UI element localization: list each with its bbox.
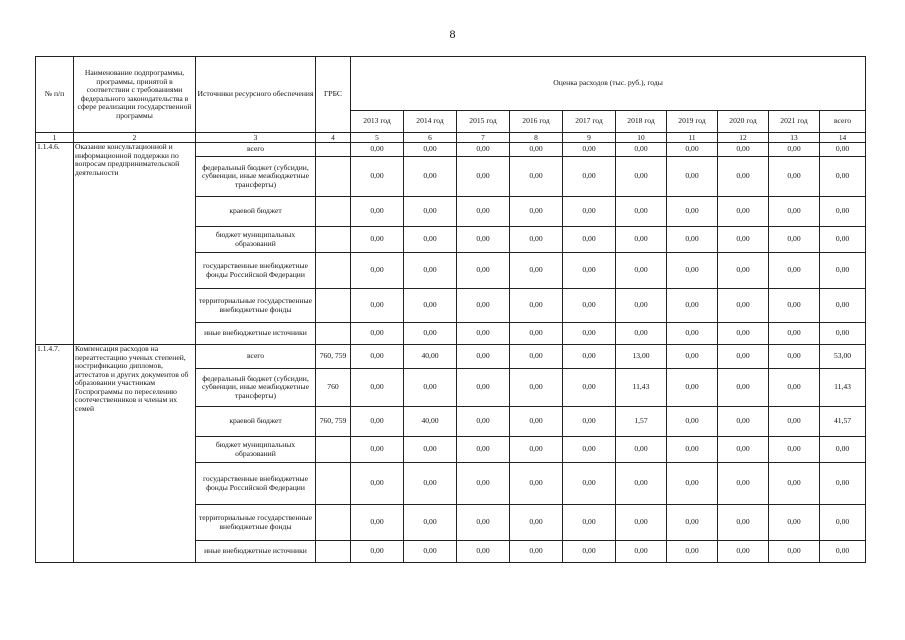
value-cell: 0,00: [616, 227, 667, 253]
value-cell: 0,00: [820, 157, 866, 197]
value-cell: 0,00: [510, 407, 563, 437]
header-year: 2021 год: [769, 111, 820, 133]
value-cell: 0,00: [667, 323, 718, 345]
value-cell: 0,00: [510, 227, 563, 253]
value-cell: 0,00: [718, 253, 769, 289]
value-cell: 0,00: [769, 407, 820, 437]
value-cell: 0,00: [510, 253, 563, 289]
funding-source: всего: [196, 345, 316, 369]
value-cell: 0,00: [820, 197, 866, 227]
value-cell: 0,00: [351, 227, 404, 253]
value-cell: 0,00: [616, 437, 667, 463]
funding-source: краевой бюджет: [196, 197, 316, 227]
value-cell: 0,00: [563, 407, 616, 437]
column-number: 2: [74, 133, 196, 143]
value-cell: 0,00: [769, 369, 820, 407]
column-number: 3: [196, 133, 316, 143]
value-cell: 0,00: [718, 289, 769, 323]
value-cell: 0,00: [351, 463, 404, 505]
funding-source: федеральный бюджет (субсидии, субвенции, иные межбюджетные трансферты): [196, 157, 316, 197]
value-cell: 0,00: [404, 143, 457, 157]
value-cell: 0,00: [769, 197, 820, 227]
value-cell: 0,00: [769, 437, 820, 463]
value-cell: 0,00: [457, 437, 510, 463]
header-year: 2013 год: [351, 111, 404, 133]
value-cell: 0,00: [457, 143, 510, 157]
header-grbs: ГРБС: [316, 57, 351, 133]
value-cell: 0,00: [667, 157, 718, 197]
value-cell: 0,00: [616, 323, 667, 345]
grbs-code: 760: [316, 369, 351, 407]
column-number: 14: [820, 133, 866, 143]
value-cell: 0,00: [404, 323, 457, 345]
value-cell: 0,00: [351, 407, 404, 437]
value-cell: 0,00: [404, 369, 457, 407]
budget-table: [35, 56, 866, 563]
section-index: 1.1.4.7.: [36, 345, 74, 563]
grbs-code: 760, 759: [316, 407, 351, 437]
value-cell: 0,00: [457, 345, 510, 369]
value-cell: 40,00: [404, 407, 457, 437]
funding-source: государственные внебюджетные фонды Российской Федерации: [196, 463, 316, 505]
value-cell: 0,00: [510, 143, 563, 157]
value-cell: 0,00: [718, 197, 769, 227]
value-cell: 0,00: [718, 157, 769, 197]
value-cell: 0,00: [351, 345, 404, 369]
value-cell: 0,00: [404, 157, 457, 197]
column-number: 7: [457, 133, 510, 143]
value-cell: 0,00: [667, 227, 718, 253]
table-row: [36, 143, 866, 157]
value-cell: 0,00: [820, 463, 866, 505]
value-cell: 0,00: [718, 437, 769, 463]
value-cell: 0,00: [351, 289, 404, 323]
value-cell: 0,00: [457, 407, 510, 437]
value-cell: 0,00: [510, 505, 563, 541]
value-cell: 0,00: [351, 143, 404, 157]
value-cell: 0,00: [616, 541, 667, 563]
column-number: 8: [510, 133, 563, 143]
value-cell: 0,00: [563, 197, 616, 227]
value-cell: 0,00: [351, 323, 404, 345]
value-cell: 0,00: [563, 253, 616, 289]
value-cell: 0,00: [667, 505, 718, 541]
value-cell: 0,00: [404, 437, 457, 463]
value-cell: 0,00: [718, 143, 769, 157]
funding-source: территориальные государственные внебюджетные фонды: [196, 289, 316, 323]
grbs-code: [316, 253, 351, 289]
value-cell: 40,00: [404, 345, 457, 369]
value-cell: 0,00: [510, 541, 563, 563]
header-year: 2018 год: [616, 111, 667, 133]
value-cell: 0,00: [563, 289, 616, 323]
value-cell: 0,00: [667, 437, 718, 463]
header-num: № п/п: [36, 57, 74, 133]
value-cell: 0,00: [457, 157, 510, 197]
column-number: 12: [718, 133, 769, 143]
funding-source: государственные внебюджетные фонды Российской Федерации: [196, 253, 316, 289]
value-cell: 0,00: [769, 143, 820, 157]
value-cell: 0,00: [404, 197, 457, 227]
funding-source: федеральный бюджет (субсидии, субвенции, иные межбюджетные трансферты): [196, 369, 316, 407]
value-cell: 0,00: [667, 541, 718, 563]
column-number: 5: [351, 133, 404, 143]
value-cell: 0,00: [616, 197, 667, 227]
header-year: 2020 год: [718, 111, 769, 133]
value-cell: 0,00: [351, 157, 404, 197]
value-cell: 0,00: [616, 463, 667, 505]
grbs-code: 760, 759: [316, 345, 351, 369]
grbs-code: [316, 541, 351, 563]
funding-source: бюджет муниципальных образований: [196, 227, 316, 253]
funding-source: всего: [196, 143, 316, 157]
value-cell: 0,00: [404, 463, 457, 505]
grbs-code: [316, 289, 351, 323]
value-cell: 0,00: [718, 369, 769, 407]
grbs-code: [316, 437, 351, 463]
value-cell: 0,00: [820, 541, 866, 563]
grbs-code: [316, 157, 351, 197]
column-number: 1: [36, 133, 74, 143]
value-cell: 0,00: [616, 253, 667, 289]
value-cell: 0,00: [563, 227, 616, 253]
value-cell: 11,43: [820, 369, 866, 407]
value-cell: 13,00: [616, 345, 667, 369]
value-cell: 41,57: [820, 407, 866, 437]
value-cell: 0,00: [769, 289, 820, 323]
section-index: 1.1.4.6.: [36, 143, 74, 345]
value-cell: 0,00: [510, 463, 563, 505]
value-cell: 0,00: [457, 323, 510, 345]
column-number: 9: [563, 133, 616, 143]
value-cell: 0,00: [510, 157, 563, 197]
funding-source: территориальные государственные внебюджетные фонды: [196, 505, 316, 541]
section-name: Компенсация расходов на переаттестацию ученых степеней, нострификацию дипломов, аттестатов и других документов об образовании участникам Госпрограммы по переселению соотечественников и членам их семей: [74, 345, 196, 563]
value-cell: 0,00: [404, 289, 457, 323]
page-number: 8: [449, 27, 456, 41]
value-cell: 0,00: [718, 227, 769, 253]
value-cell: 0,00: [563, 541, 616, 563]
value-cell: 0,00: [718, 407, 769, 437]
header-estimate: Оценка расходов (тыс. руб.), годы: [351, 57, 866, 111]
value-cell: 0,00: [563, 463, 616, 505]
grbs-code: [316, 505, 351, 541]
value-cell: 0,00: [404, 541, 457, 563]
value-cell: 0,00: [820, 289, 866, 323]
grbs-code: [316, 323, 351, 345]
value-cell: 0,00: [769, 227, 820, 253]
value-cell: 0,00: [616, 157, 667, 197]
value-cell: 0,00: [769, 323, 820, 345]
value-cell: 0,00: [457, 541, 510, 563]
value-cell: 0,00: [667, 407, 718, 437]
grbs-code: [316, 463, 351, 505]
value-cell: 0,00: [667, 345, 718, 369]
value-cell: 0,00: [820, 143, 866, 157]
value-cell: 0,00: [820, 323, 866, 345]
value-cell: 0,00: [457, 463, 510, 505]
value-cell: 0,00: [820, 505, 866, 541]
funding-source: иные внебюджетные источники: [196, 541, 316, 563]
column-number: 4: [316, 133, 351, 143]
value-cell: 1,57: [616, 407, 667, 437]
value-cell: 0,00: [351, 541, 404, 563]
header-year: всего: [820, 111, 866, 133]
header-year: 2019 год: [667, 111, 718, 133]
value-cell: 0,00: [351, 253, 404, 289]
value-cell: 0,00: [667, 143, 718, 157]
value-cell: 0,00: [718, 463, 769, 505]
value-cell: 0,00: [667, 197, 718, 227]
funding-source: бюджет муниципальных образований: [196, 437, 316, 463]
value-cell: 0,00: [563, 143, 616, 157]
value-cell: 0,00: [510, 289, 563, 323]
table-row: [36, 345, 866, 369]
section-name: Оказание консультационной и информационной поддержки по вопросам предпринимательской деятельности: [74, 143, 196, 345]
column-number: 10: [616, 133, 667, 143]
value-cell: 0,00: [718, 541, 769, 563]
value-cell: 0,00: [563, 345, 616, 369]
value-cell: 0,00: [510, 323, 563, 345]
value-cell: 0,00: [563, 369, 616, 407]
value-cell: 0,00: [616, 289, 667, 323]
value-cell: 0,00: [769, 541, 820, 563]
value-cell: 0,00: [457, 197, 510, 227]
value-cell: 0,00: [457, 253, 510, 289]
value-cell: 0,00: [667, 463, 718, 505]
value-cell: 0,00: [510, 369, 563, 407]
value-cell: 0,00: [769, 345, 820, 369]
value-cell: 0,00: [457, 369, 510, 407]
value-cell: 0,00: [510, 437, 563, 463]
value-cell: 0,00: [718, 345, 769, 369]
value-cell: 0,00: [457, 289, 510, 323]
header-year: 2017 год: [563, 111, 616, 133]
value-cell: 0,00: [351, 197, 404, 227]
value-cell: 0,00: [616, 143, 667, 157]
column-number: 11: [667, 133, 718, 143]
funding-source: иные внебюджетные источники: [196, 323, 316, 345]
value-cell: 0,00: [667, 369, 718, 407]
value-cell: 0,00: [563, 437, 616, 463]
value-cell: 53,00: [820, 345, 866, 369]
value-cell: 0,00: [563, 323, 616, 345]
value-cell: 0,00: [718, 323, 769, 345]
value-cell: 11,43: [616, 369, 667, 407]
column-number: 13: [769, 133, 820, 143]
value-cell: 0,00: [351, 369, 404, 407]
value-cell: 0,00: [820, 227, 866, 253]
value-cell: 0,00: [510, 345, 563, 369]
value-cell: 0,00: [718, 505, 769, 541]
value-cell: 0,00: [616, 505, 667, 541]
value-cell: 0,00: [404, 227, 457, 253]
value-cell: 0,00: [351, 505, 404, 541]
header-year: 2016 год: [510, 111, 563, 133]
value-cell: 0,00: [510, 197, 563, 227]
header-year: 2014 год: [404, 111, 457, 133]
header-name: Наименование подпрограммы, программы, принятой в соответствии с требованиями федерального законодательства в сфере реализации государственной программы: [74, 57, 196, 133]
value-cell: 0,00: [457, 505, 510, 541]
value-cell: 0,00: [404, 253, 457, 289]
value-cell: 0,00: [457, 227, 510, 253]
value-cell: 0,00: [404, 505, 457, 541]
grbs-code: [316, 143, 351, 157]
value-cell: 0,00: [351, 437, 404, 463]
grbs-code: [316, 227, 351, 253]
value-cell: 0,00: [667, 253, 718, 289]
value-cell: 0,00: [769, 157, 820, 197]
value-cell: 0,00: [563, 157, 616, 197]
grbs-code: [316, 197, 351, 227]
funding-source: краевой бюджет: [196, 407, 316, 437]
value-cell: 0,00: [769, 463, 820, 505]
value-cell: 0,00: [769, 253, 820, 289]
value-cell: 0,00: [820, 253, 866, 289]
header-year: 2015 год: [457, 111, 510, 133]
header-sources: Источники ресурсного обеспечения: [196, 57, 316, 133]
value-cell: 0,00: [563, 505, 616, 541]
value-cell: 0,00: [769, 505, 820, 541]
value-cell: 0,00: [667, 289, 718, 323]
column-number: 6: [404, 133, 457, 143]
value-cell: 0,00: [820, 437, 866, 463]
